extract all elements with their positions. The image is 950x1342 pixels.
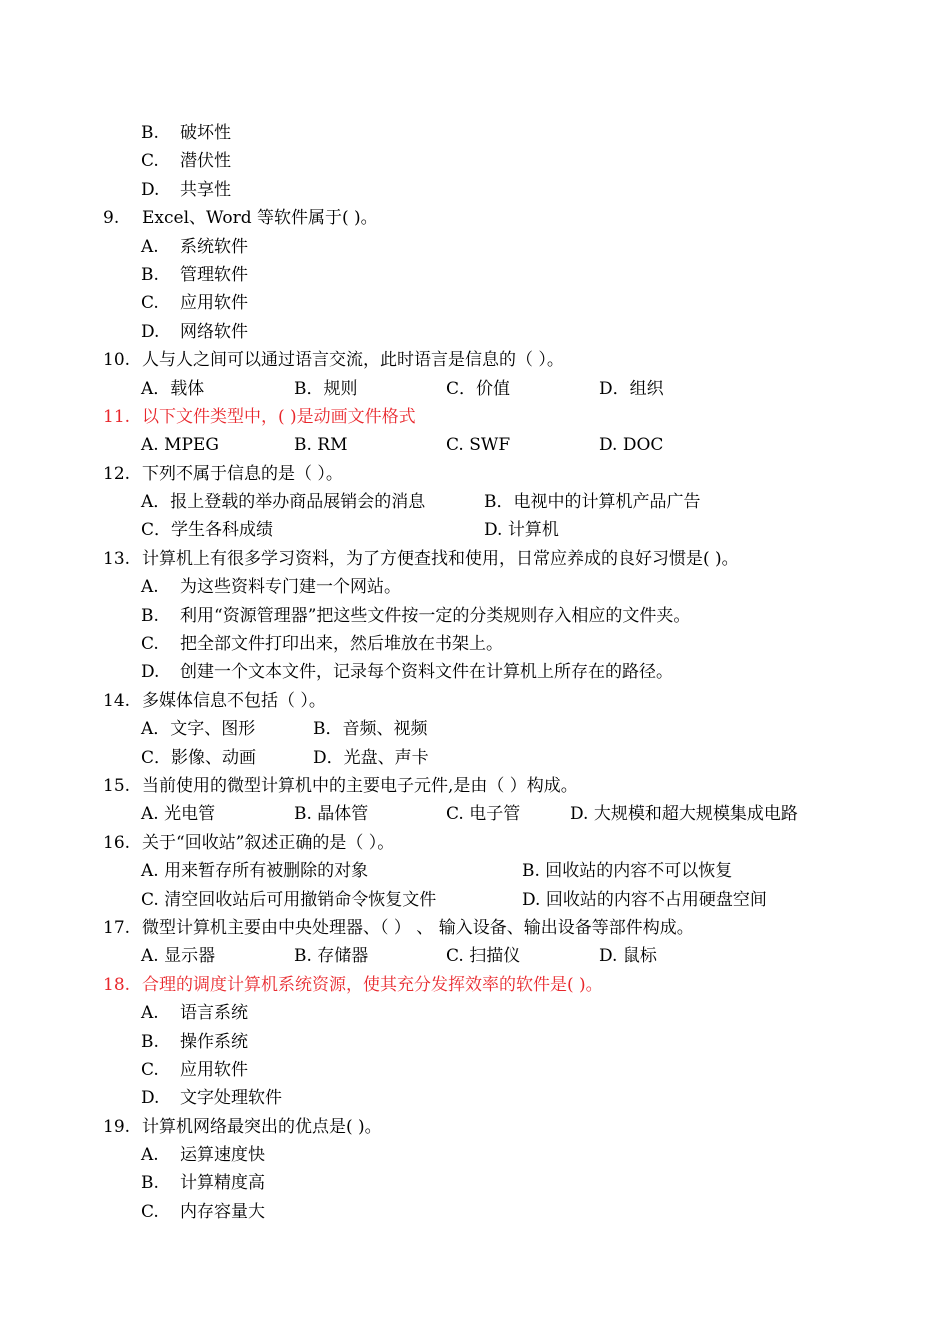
option-row: [0, 744, 950, 772]
question-17: [0, 914, 950, 942]
option-cell: B. RM: [294, 435, 348, 456]
option-text: 运算速度快: [180, 1145, 265, 1166]
question-text: 合理的调度计算机系统资源，使其充分发挥效率的软件是( )。: [142, 974, 603, 995]
option-cell: D. DOC: [599, 435, 664, 456]
question-13: [0, 545, 950, 573]
option-letter: C.: [141, 634, 159, 655]
option-line: [0, 318, 950, 346]
option-line: [0, 1198, 950, 1226]
question-text: 微型计算机主要由中央处理器、（ ） 、 输入设备、输出设备等部件构成。: [142, 917, 694, 938]
option-cell: A. 显示器: [141, 946, 216, 967]
option-text: 破坏性: [180, 123, 231, 143]
option-row: [0, 857, 950, 885]
option-cell: D. 回收站的内容不占用硬盘空间: [522, 889, 767, 910]
option-letter: A.: [141, 577, 159, 598]
question-text: 人与人之间可以通过语言交流，此时语言是信息的（ ）。: [142, 350, 564, 371]
option-text: 管理软件: [180, 264, 248, 285]
question-19: [0, 1113, 950, 1141]
option-row: [0, 800, 950, 828]
option-row: [0, 715, 950, 743]
option-line: [0, 289, 950, 317]
option-row: [0, 431, 950, 459]
question-text: 计算机网络最突出的优点是( )。: [142, 1116, 382, 1137]
option-cell: D. 鼠标: [599, 946, 657, 967]
question-number: 16.: [103, 832, 131, 853]
question-10: [0, 346, 950, 374]
option-text: 语言系统: [180, 1003, 248, 1024]
question-11: [0, 403, 950, 431]
option-text: 网络软件: [180, 321, 248, 342]
option-line: [0, 1169, 950, 1197]
option-line: [0, 261, 950, 289]
question-number: 11.: [103, 406, 131, 427]
option-line: [0, 630, 950, 658]
option-cell: B. 晶体管: [294, 804, 369, 825]
question-number: 19.: [103, 1116, 131, 1137]
option-cell: D. 大规模和超大规模集成电路: [570, 804, 798, 825]
option-cell: D. 计算机: [484, 520, 559, 541]
question-15: [0, 772, 950, 800]
option-cell: C. 扫描仪: [446, 946, 521, 967]
question-number: 14.: [103, 690, 131, 711]
option-line: [0, 176, 950, 204]
option-letter: D.: [141, 321, 160, 342]
option-letter: C.: [141, 1201, 159, 1222]
question-number: 12.: [103, 463, 131, 484]
question-number: 9.: [103, 208, 120, 229]
exam-page: [0, 119, 950, 1226]
option-line: [0, 658, 950, 686]
option-text: 为这些资料专门建一个网站。: [180, 577, 401, 598]
question-14: [0, 687, 950, 715]
option-cell: D．组织: [599, 378, 664, 399]
option-cell: B．音频、视频: [313, 719, 428, 740]
option-text: 创建一个文本文件，记录每个资料文件在计算机上所存在的路径。: [180, 662, 673, 683]
question-number: 13.: [103, 548, 131, 569]
option-text: 应用软件: [180, 293, 248, 314]
option-cell: B. 存储器: [294, 946, 369, 967]
option-letter: A.: [141, 236, 159, 257]
option-text: 潜伏性: [180, 151, 231, 172]
option-cell: B．电视中的计算机产品广告: [484, 492, 701, 513]
question-text: 计算机上有很多学习资料，为了方便查找和使用，日常应养成的良好习惯是( )。: [142, 548, 739, 569]
option-letter: B.: [141, 264, 159, 285]
question-12: [0, 460, 950, 488]
option-cell: B．规则: [294, 378, 358, 399]
option-letter: C.: [141, 1059, 159, 1080]
option-row: [0, 488, 950, 516]
option-row: [0, 942, 950, 970]
option-line: [0, 999, 950, 1027]
option-cell: A. 用来暂存所有被删除的对象: [141, 861, 369, 882]
option-text: 计算精度高: [180, 1173, 265, 1194]
option-line: [0, 119, 950, 147]
option-letter: D.: [141, 1088, 160, 1109]
option-text: 文字处理软件: [180, 1088, 282, 1109]
option-cell: B. 回收站的内容不可以恢复: [522, 861, 733, 882]
option-letter: B.: [141, 1031, 159, 1052]
option-cell: A．文字、图形: [141, 719, 256, 740]
question-text: 下列不属于信息的是（ ）。: [142, 463, 343, 484]
option-row: [0, 886, 950, 914]
question-text: 多媒体信息不包括（ ）。: [142, 690, 326, 711]
question-text: 以下文件类型中，( )是动画文件格式: [142, 406, 416, 427]
question-9: [0, 204, 950, 232]
option-line: [0, 147, 950, 175]
option-line: [0, 602, 950, 630]
option-text: 把全部文件打印出来，然后堆放在书架上。: [180, 634, 503, 655]
option-text: 共享性: [180, 179, 231, 200]
option-cell: A．载体: [141, 378, 205, 399]
option-row: [0, 516, 950, 544]
question-number: 10.: [103, 350, 131, 371]
option-letter: A.: [141, 1003, 159, 1024]
option-cell: C．学生各科成绩: [141, 520, 274, 541]
option-cell: D．光盘、声卡: [313, 747, 429, 768]
option-text: 应用软件: [180, 1059, 248, 1080]
option-cell: C. 电子管: [446, 804, 521, 825]
option-cell: C. SWF: [446, 435, 511, 456]
question-number: 15.: [103, 775, 131, 796]
option-letter: C.: [141, 151, 159, 172]
option-cell: C．价值: [446, 378, 511, 399]
option-cell: A. 光电管: [141, 804, 216, 825]
question-number: 17.: [103, 917, 131, 938]
option-cell: C. 清空回收站后可用撤销命令恢复文件: [141, 889, 437, 910]
question-16: [0, 829, 950, 857]
option-line: [0, 1141, 950, 1169]
option-cell: A．报上登载的举办商品展销会的消息: [141, 492, 426, 513]
question-text: 关于“回收站”叙述正确的是（ ）。: [142, 832, 395, 853]
option-text: 内存容量大: [180, 1201, 265, 1222]
option-letter: B.: [141, 123, 159, 143]
question-number: 18.: [103, 974, 131, 995]
question-18: [0, 971, 950, 999]
option-letter: B.: [141, 1173, 159, 1194]
option-letter: C.: [141, 293, 159, 314]
option-line: [0, 1028, 950, 1056]
option-letter: D.: [141, 179, 160, 200]
option-letter: B.: [141, 605, 159, 626]
option-text: 利用“资源管理器”把这些文件按一定的分类规则存入相应的文件夹。: [180, 605, 691, 626]
option-cell: A. MPEG: [141, 435, 219, 456]
option-cell: C．影像、动画: [141, 747, 257, 768]
option-line: [0, 233, 950, 261]
option-line: [0, 1056, 950, 1084]
option-row: [0, 375, 950, 403]
option-letter: A.: [141, 1145, 159, 1166]
option-text: 系统软件: [180, 236, 248, 257]
question-text: Excel、Word 等软件属于( )。: [142, 208, 378, 229]
option-line: [0, 573, 950, 601]
option-line: [0, 1084, 950, 1112]
question-text: 当前使用的微型计算机中的主要电子元件,是由（ ）构成。: [142, 775, 578, 796]
option-letter: D.: [141, 662, 160, 683]
option-text: 操作系统: [180, 1031, 248, 1052]
